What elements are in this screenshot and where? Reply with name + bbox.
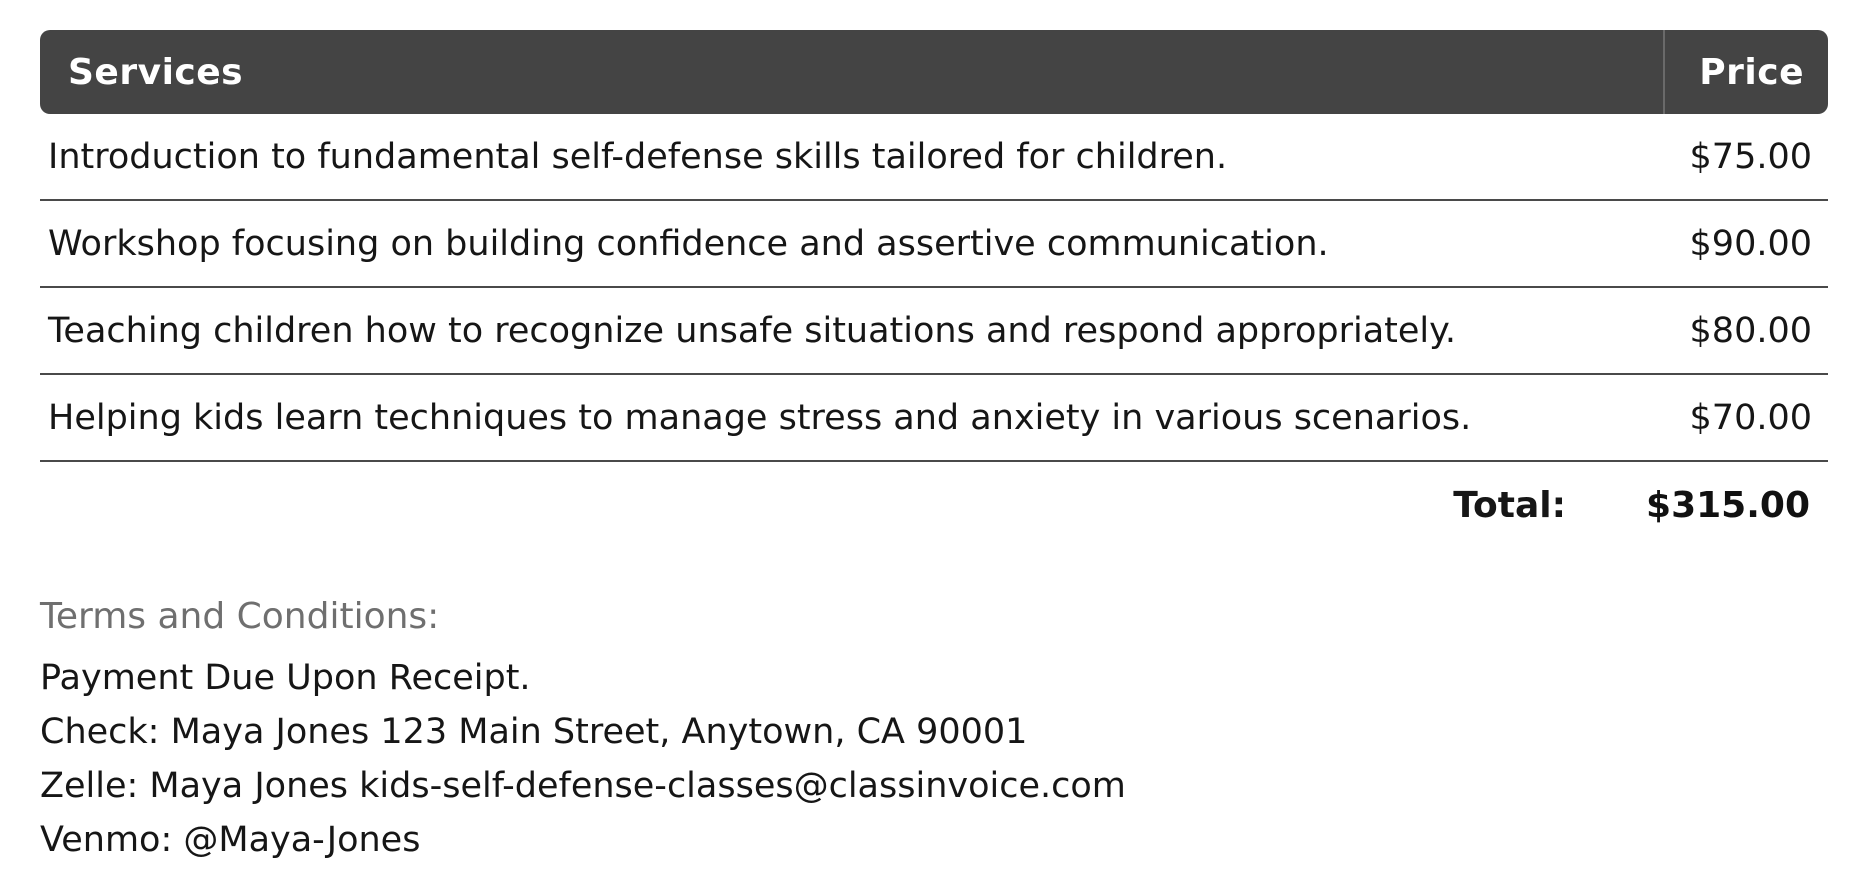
total-row xyxy=(40,462,1828,548)
table-row xyxy=(40,114,1828,201)
terms-section xyxy=(40,596,1828,867)
services-table xyxy=(40,30,1828,548)
terms-line-payment: Payment Due Upon Receipt. xyxy=(40,658,531,698)
table-header-row xyxy=(40,30,1828,114)
table-row xyxy=(40,288,1828,375)
table-row xyxy=(40,375,1828,462)
service-price: $75.00 xyxy=(1689,136,1812,177)
price-column-header: Price xyxy=(1663,30,1828,114)
service-price: $80.00 xyxy=(1689,310,1812,351)
service-description: Helping kids learn techniques to manage stress and anxiety in various scenarios. xyxy=(48,397,1472,438)
terms-line-zelle: Zelle: Maya Jones kids-self-defense-classes@classinvoice.com xyxy=(40,766,1126,806)
terms-line-venmo: Venmo: @Maya-Jones xyxy=(40,820,421,860)
table-row xyxy=(40,201,1828,288)
service-description: Introduction to fundamental self-defense skills tailored for children. xyxy=(48,136,1228,177)
total-label: Total: xyxy=(1453,484,1566,526)
services-column-header: Services xyxy=(68,51,244,93)
service-price: $90.00 xyxy=(1689,223,1812,264)
total-value: $315.00 xyxy=(1646,484,1810,526)
service-description: Workshop focusing on building confidence and assertive communication. xyxy=(48,223,1329,264)
terms-line-check: Check: Maya Jones 123 Main Street, Anytown, CA 90001 xyxy=(40,712,1028,752)
terms-heading: Terms and Conditions: xyxy=(40,596,440,637)
service-description: Teaching children how to recognize unsafe situations and respond appropriately. xyxy=(48,310,1456,351)
service-price: $70.00 xyxy=(1689,397,1812,438)
